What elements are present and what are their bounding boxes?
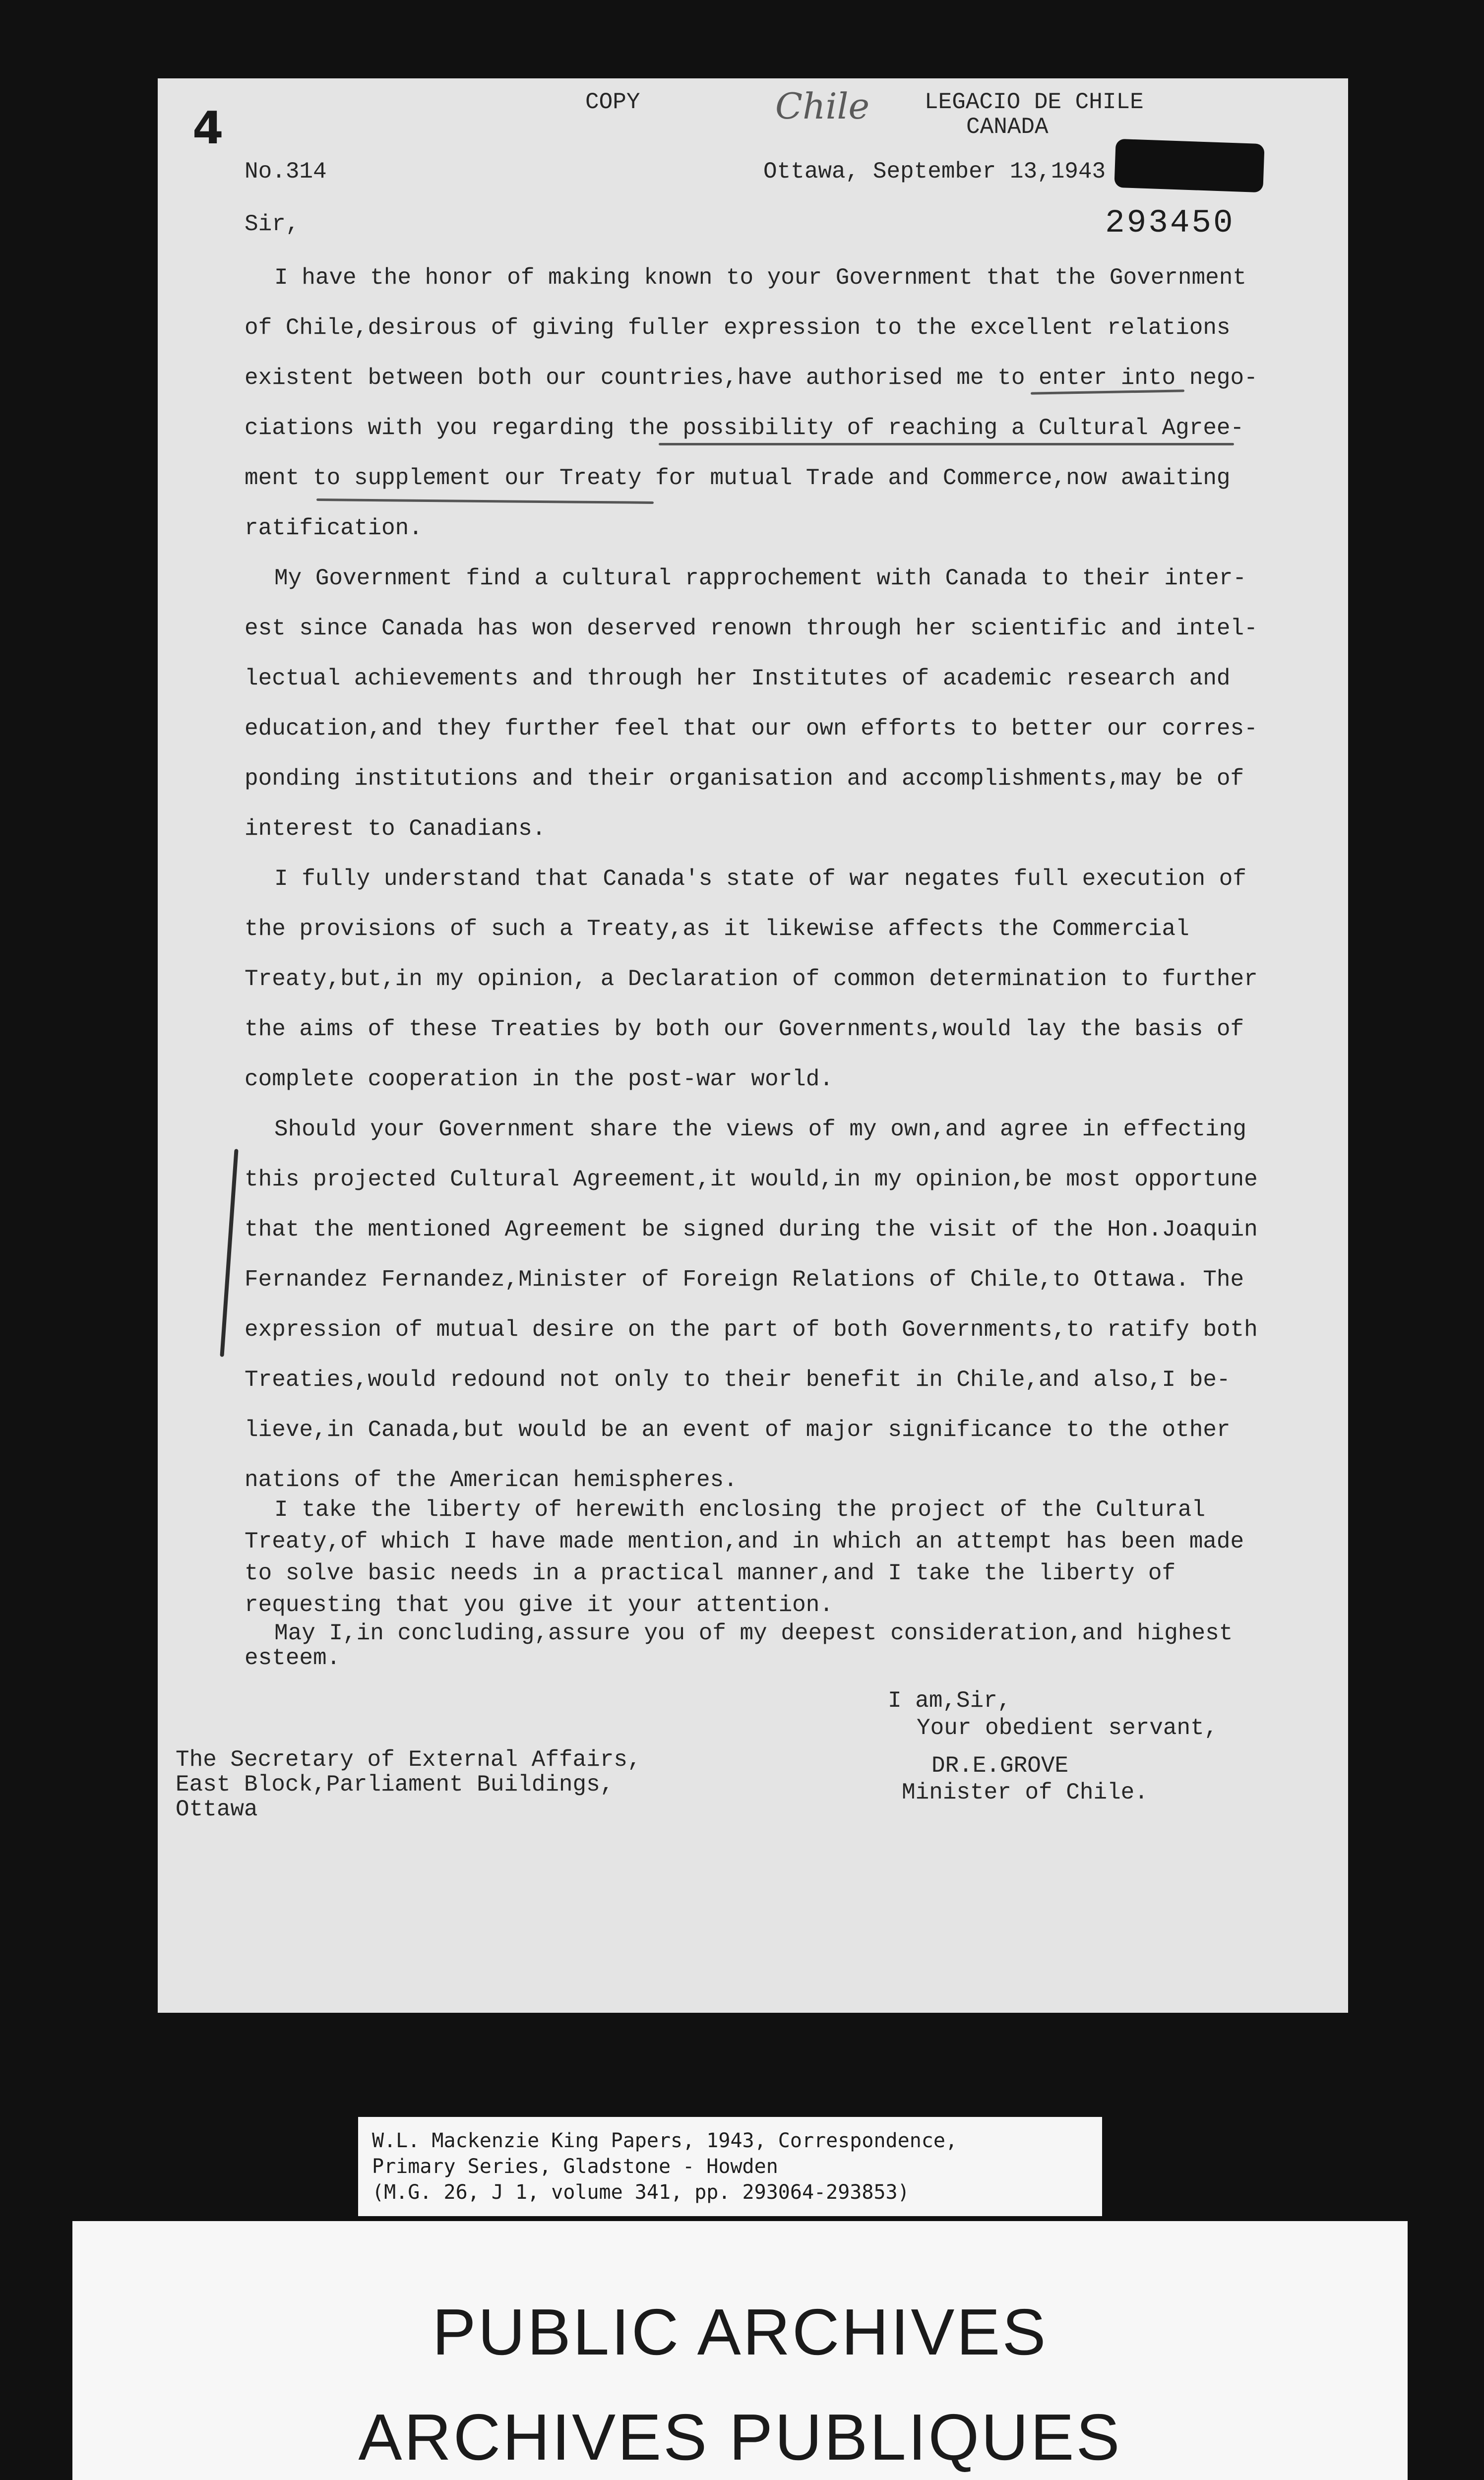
closing-line: I take the liberty of herewith enclosing the project of the Cultural bbox=[274, 1497, 1206, 1523]
body-line: nations of the American hemispheres. bbox=[245, 1467, 738, 1493]
signoff-i-am-sir: I am,Sir, bbox=[888, 1688, 1011, 1714]
body-line: ratification. bbox=[245, 515, 423, 541]
archive-stamp-number: 293450 bbox=[1105, 204, 1235, 242]
place-date: Ottawa, September 13,1943 bbox=[763, 159, 1106, 185]
addressee-line-1: The Secretary of External Affairs, bbox=[176, 1747, 641, 1773]
body-line: ponding institutions and their organisation and accomplishments,may be of bbox=[245, 766, 1244, 792]
handwritten-note: Chile bbox=[775, 85, 870, 127]
signer-name: DR.E.GROVE bbox=[931, 1753, 1069, 1779]
archival-reference-label bbox=[358, 2117, 1102, 2216]
copy-label: COPY bbox=[585, 89, 640, 115]
body-line: ciations with you regarding the possibility of reaching a Cultural Agree- bbox=[245, 415, 1244, 441]
body-line: ment to supplement our Treaty for mutual Trade and Commerce,now awaiting bbox=[245, 465, 1231, 491]
body-line: lieve,in Canada,but would be an event of major significance to the other bbox=[245, 1417, 1231, 1443]
closing-line: May I,in concluding,assure you of my deepest consideration,and highest bbox=[274, 1620, 1233, 1646]
margin-pencil-mark bbox=[220, 1149, 238, 1357]
signoff-obedient-servant: Your obedient servant, bbox=[917, 1715, 1218, 1741]
redaction-bar bbox=[1114, 139, 1264, 192]
reference-line: Primary Series, Gladstone - Howden bbox=[372, 2155, 778, 2178]
closing-line: to solve basic needs in a practical manner,and I take the liberty of bbox=[245, 1560, 1176, 1586]
closing-line: Treaty,of which I have made mention,and in which an attempt has been made bbox=[245, 1529, 1244, 1554]
reference-line: (M.G. 26, J 1, volume 341, pp. 293064-293853) bbox=[372, 2181, 910, 2204]
legation-line-1: LEGACIO DE CHILE bbox=[925, 89, 1144, 115]
body-line: Treaties,would redound not only to their benefit in Chile,and also,I be- bbox=[245, 1367, 1231, 1393]
body-line: the provisions of such a Treaty,as it likewise affects the Commercial bbox=[245, 916, 1189, 942]
body-line: of Chile,desirous of giving fuller expression to the excellent relations bbox=[245, 315, 1231, 341]
reference-line: W.L. Mackenzie King Papers, 1943, Correspondence, bbox=[372, 2129, 958, 2152]
body-line: interest to Canadians. bbox=[245, 816, 546, 842]
body-line: the aims of these Treaties by both our Governments,would lay the basis of bbox=[245, 1016, 1244, 1042]
page-number: 4 bbox=[192, 102, 224, 154]
body-line: existent between both our countries,have authorised me to enter into nego- bbox=[245, 365, 1258, 391]
closing-line: esteem. bbox=[245, 1645, 341, 1671]
pencil-underline bbox=[659, 443, 1234, 445]
body-line: My Government find a cultural rapprochement with Canada to their inter- bbox=[274, 565, 1246, 591]
letter-body bbox=[245, 253, 1331, 1505]
legation-line-2: CANADA bbox=[966, 114, 1049, 140]
body-line: est since Canada has won deserved renown through her scientific and intel- bbox=[245, 616, 1258, 641]
body-line: education,and they further feel that our own efforts to better our corres- bbox=[245, 716, 1258, 742]
body-line: expression of mutual desire on the part of both Governments,to ratify both bbox=[245, 1317, 1258, 1343]
body-line: lectual achievements and through her Institutes of academic research and bbox=[245, 666, 1231, 691]
body-line: Should your Government share the views of my own,and agree in effecting bbox=[274, 1116, 1246, 1142]
closing-line: requesting that you give it your attention. bbox=[245, 1592, 833, 1618]
reference-number: No.314 bbox=[245, 159, 327, 185]
salutation: Sir, bbox=[245, 211, 300, 237]
addressee-line-2: East Block,Parliament Buildings, bbox=[176, 1772, 614, 1798]
addressee-line-3: Ottawa bbox=[176, 1797, 258, 1822]
letter-closing bbox=[245, 1494, 1331, 1671]
archives-title-english: PUBLIC ARCHIVES bbox=[432, 2295, 1048, 2368]
body-line: I have the honor of making known to your Government that the Government bbox=[274, 265, 1246, 291]
letter-page bbox=[158, 78, 1348, 2013]
archives-title-french: ARCHIVES PUBLIQUES bbox=[358, 2401, 1122, 2474]
body-line: this projected Cultural Agreement,it would,in my opinion,be most opportune bbox=[245, 1167, 1258, 1192]
signer-title: Minister of Chile. bbox=[902, 1780, 1148, 1805]
body-line: that the mentioned Agreement be signed during the visit of the Hon.Joaquin bbox=[245, 1217, 1258, 1242]
body-line: Fernandez Fernandez,Minister of Foreign Relations of Chile,to Ottawa. The bbox=[245, 1267, 1244, 1293]
body-line: complete cooperation in the post-war world. bbox=[245, 1066, 833, 1092]
public-archives-banner bbox=[72, 2221, 1408, 2480]
body-line: Treaty,but,in my opinion, a Declaration of common determination to further bbox=[245, 966, 1258, 992]
body-line: I fully understand that Canada's state of war negates full execution of bbox=[274, 866, 1246, 892]
